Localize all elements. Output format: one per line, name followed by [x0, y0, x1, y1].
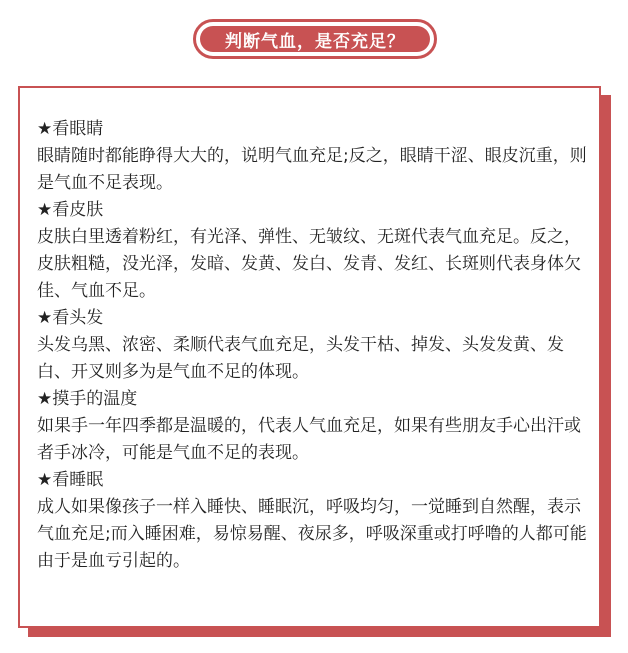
section-body-hand-temperature: 如果手一年四季都是温暖的，代表人气血充足，如果有些朋友手心出汗或者手冰冷，可能是气血不足的表现。 — [37, 416, 581, 463]
title-banner-fill — [200, 26, 430, 52]
page-title: 判断气血，是否充足？ — [225, 31, 405, 52]
section-body-sleep: 成人如果像孩子一样入睡快、睡眠沉，呼吸均匀，一觉睡到自然醒，表示气血充足;而入睡困难，易惊易醒、夜尿多，呼吸深重或打呼噜的人都可能由于是血亏引起的。 — [37, 497, 587, 571]
section-heading-hand-temperature: ★摸手的温度 — [37, 389, 138, 409]
content-card — [18, 86, 601, 628]
section-body-skin: 皮肤白里透着粉红，有光泽、弹性、无皱纹、无斑代表气血充足。反之，皮肤粗糙，没光泽，发暗、发黄、发白、发青、发红、长斑则代表身体欠佳、气血不足。 — [37, 227, 581, 301]
section-heading-hair: ★看头发 — [37, 308, 104, 328]
article-body — [37, 116, 592, 575]
title-banner — [193, 19, 437, 59]
section-body-hair: 头发乌黑、浓密、柔顺代表气血充足，头发干枯、掉发、头发发黄、发白、开叉则多为是气血不足的体现。 — [37, 335, 564, 382]
section-body-eyes: 眼睛随时都能睁得大大的，说明气血充足;反之，眼睛干涩、眼皮沉重，则是气血不足表现。 — [37, 146, 587, 193]
section-heading-eyes: ★看眼睛 — [37, 119, 104, 139]
section-heading-sleep: ★看睡眠 — [37, 470, 104, 490]
section-heading-skin: ★看皮肤 — [37, 200, 104, 220]
